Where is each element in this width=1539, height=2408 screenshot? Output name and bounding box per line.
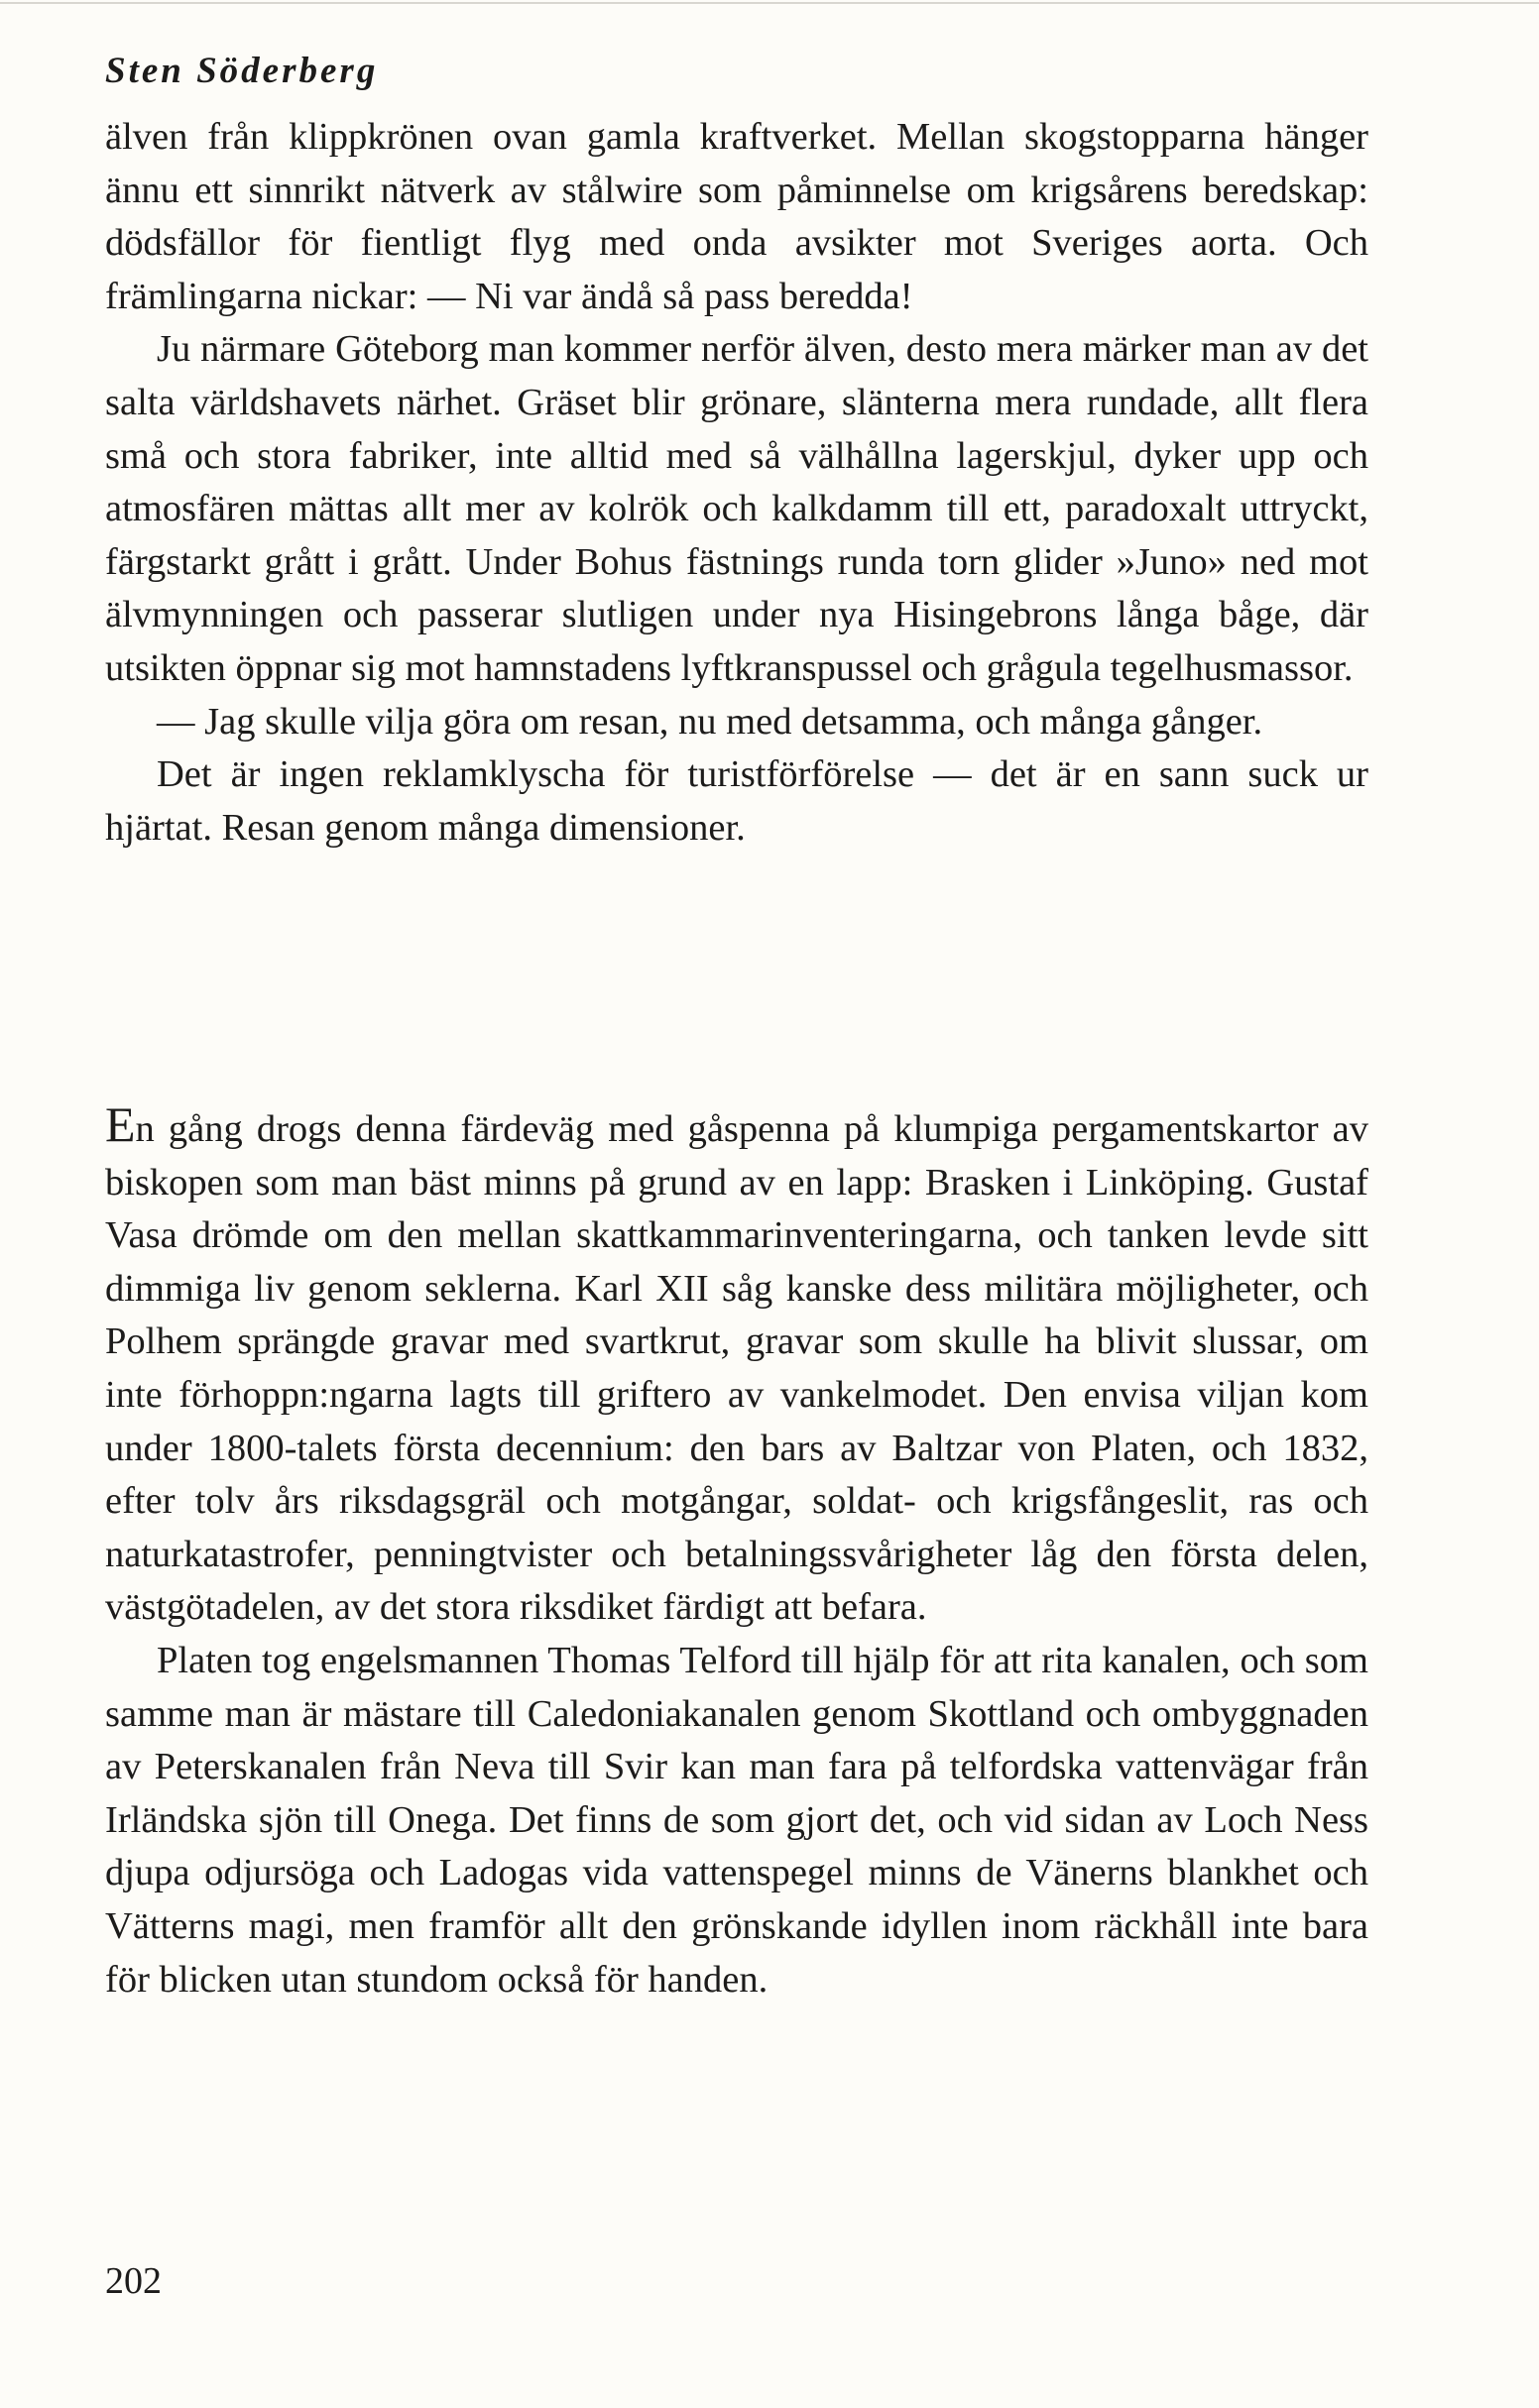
paragraph-text: n gång drogs denna färdeväg med gåspenna på klumpiga pergamentskartor av biskopen som man bäst minns på grund av en lapp: Brasken i Linköping. Gustaf Vasa drömde om den mellan skattkammarinventeringarna, och tanken levde sitt dimmiga liv genom seklerna. Karl XII såg kanske dess militära möjligheter, och Polhem sprängde gravar med svartkrut, gravar som skulle ha blivit slussar, om inte förhoppn:ngarna lagts till griftero av vankelmodet. Den envisa viljan kom under 1800-talets första decennium: den bars av Baltzar von Platen, och 1832, efter tolv års riksdagsgräl och motgångar, soldat- och krigsfångeslit, ras och naturkatastrofer, penningtvister och betalningssvårigheter låg den första delen, västgötadelen, av det stora riksdiket färdigt att befara. (105, 1108, 1368, 1629)
paragraph: Ju närmare Göteborg man kommer nerför älven, desto mera märker man av det salta världshavets närhet. Gräset blir grönare, slänterna mera rundade, allt flera små och stora fabriker, inte alltid med så välhållna lagerskjul, dyker upp och atmosfären mättas allt mer av kolrök och kalkdamm till ett, paradoxalt uttryckt, färgstarkt grått i grått. Under Bohus fästnings runda torn glider »Juno» ned mot älvmynningen och passerar slutligen under nya Hisingebrons långa båge, där utsikten öppnar sig mot hamnstadens lyftkranspussel och grågula tegelhusmassor. (105, 328, 1368, 689)
paragraph: Det är ingen reklamklyscha för turistförförelse — det är en sann suck ur hjärtat. Resan genom många dimensioner. (105, 753, 1368, 849)
page-edge-rule (0, 2, 1539, 4)
initial-letter: E (105, 1096, 136, 1152)
text-block-1 (105, 111, 1368, 855)
dialogue-paragraph: — Jag skulle vilja göra om resan, nu med detsamma, och många gånger. (157, 700, 1263, 743)
text-block-2 (105, 1096, 1368, 2007)
paragraph: älven från klippkrönen ovan gamla kraftverket. Mellan skogstopparna hänger ännu ett sinnrikt nätverk av stålwire som påminnelse om krigsårens beredskap: dödsfällor för fientligt flyg med onda avsikter mot Sveriges aorta. Och främlingarna nickar: — Ni var ändå så pass beredda! (105, 116, 1368, 317)
opening-paragraph (105, 1096, 1368, 1635)
paragraph: Platen tog engelsmannen Thomas Telford till hjälp för att rita kanalen, och som samme man är mästare till Caledoniakanalen genom Skottland och ombyggnaden av Peterskanalen från Neva till Svir kan man fara på telfordska vattenvägar från Irländska sjön till Onega. Det finns de som gjort det, och vid sidan av Loch Ness djupa odjursöga och Ladogas vida vattenspegel minns de Vänerns blankhet och Vätterns magi, men framför allt den grönskande idyllen inom räckhåll inte bara för blicken utan stundom också för handen. (105, 1639, 1368, 2001)
running-head: Sten Söderberg (105, 51, 379, 91)
page-number: 202 (105, 2260, 162, 2302)
